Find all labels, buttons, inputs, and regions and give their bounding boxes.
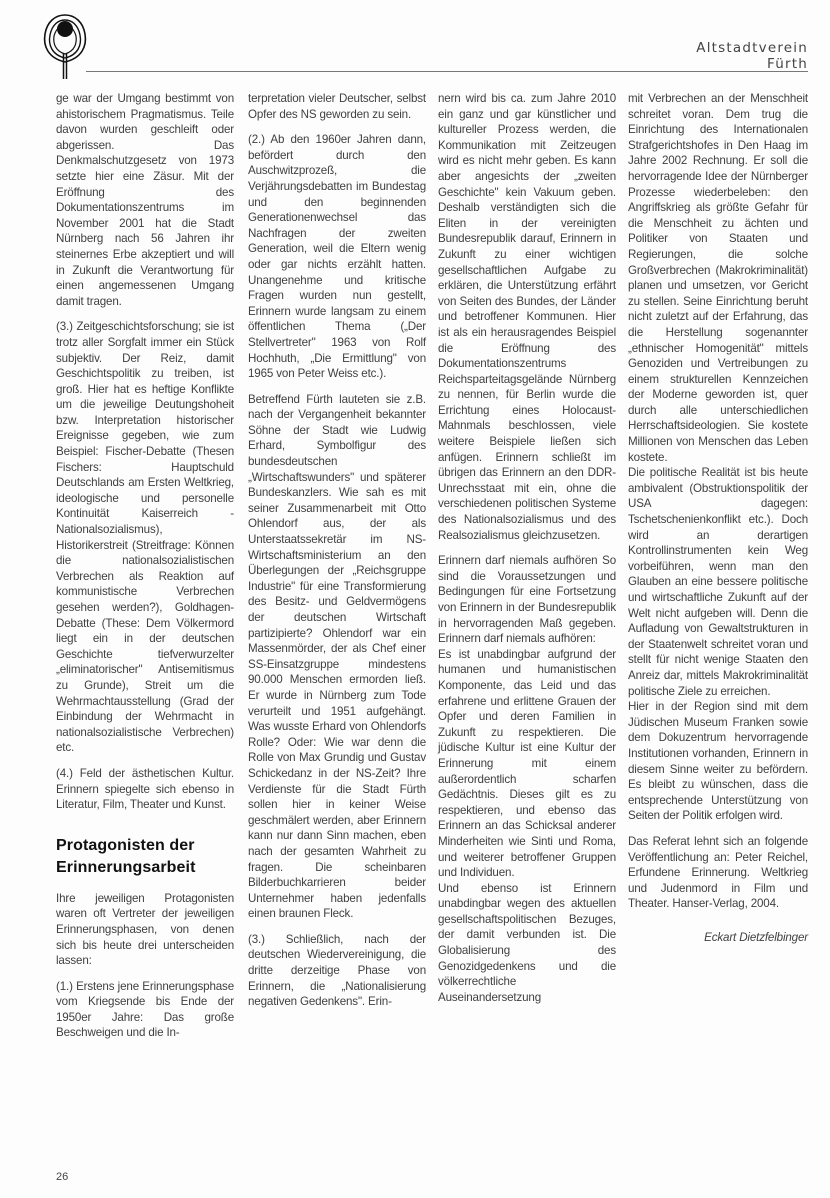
paragraph: (3.) Schließlich, nach der deutschen Wiedervereinigung, die dritte derzeitige Phase von Erinnern, die „Nationalisierung negativen Gedenkens". Erin- (248, 932, 426, 1009)
paragraph: Und ebenso ist Erinnern unabdingbar wegen des aktuellen gesellschaftspolitischen Bezuges, der damit verbunden ist. Die Globalisierung des Genozidgedenkens und die völkerrechtliche Auseinandersetzung (438, 881, 616, 1004)
publisher-brand (696, 40, 808, 72)
text-column-4 (628, 91, 808, 945)
author-signature: Eckart Dietzfelbinger (704, 930, 808, 944)
brand-line-2: Fürth (767, 56, 808, 72)
paragraph: (4.) Feld der ästhetischen Kultur. Erinnern spiegelte sich ebenso in Literatur, Film, Theater und Kunst. (56, 766, 234, 812)
page-number: 26 (56, 1171, 69, 1183)
paragraph: Die politische Realität ist bis heute ambivalent (Obstruktionspolitik der USA dagegen: Tschetschenienkonflikt etc.). Doch wird an derartigen Kontrollinstrumenten kein Weg vorbeiführen, wenn man den Glauben an eine bessere politische und wirtschaftliche Zukunft auf der Welt nicht aufgeben will. Denn die Aufladung von Gewaltstrukturen in der Staatenwelt schreitet voran und stellt für nicht wenige Staaten den Anreiz dar, mittels Makrokriminalität politische Ziele zu erreichen. (628, 466, 808, 698)
text-column-2 (248, 91, 426, 1020)
paragraph: (3.) Zeitgeschichtsforschung; sie ist trotz aller Sorgfalt immer ein Stück subjektiv. Der Reiz, damit Geschichtspolitik zu treiben, ist groß. Hier hat es heftige Konflikte um die jeweilige Deutungshoheit bzw. Interpretation historischer Ereignisse gegeben, wie zum Beispiel: Fischer-Debatte (Thesen Fischers: Hauptschuld Deutschlands am Ersten Weltkrieg, ideologische und personelle Kontinuität Kaiserreich - Nationalsozialismus), Historikerstreit (Streitfrage: Können die nationalsozialistischen Verbrechen als Reaktion auf kommunistische Verbrechen gesehen werden?), Goldhagen-Debatte (These: Dem Völkermord liegt ein in der deutschen Geschichte tiefverwurzelter „eliminatorischer" Antisemitismus zu Grunde), Streit um die Wehrmachtausstellung (Grad der Einbindung der Wehrmacht in nationalsozialistische Verbrechen) etc. (56, 320, 234, 755)
paragraph: Betreffend Fürth lauteten sie z.B. nach der Vergangenheit bekannter Söhne der Stadt wie Ludwig Erhard, Symbolfigur des bundesdeutschen „Wirtschaftswunders" und späterer Bundeskanzlers. Wie sah es mit seiner Zusammenarbeit mit Otto Ohlendorf aus, der als Unterstaatssekretär im NS-Wirtschaftsministerium an den Überlegungen der „Reichsgruppe Industrie" für eine Transformierung des Besitz- und Geldvermögens der deutschen Wirtschaft partizipierte? Ohlendorf war ein Massenmörder, der als Chef einer SS-Einsatzgruppe mindestens 90.000 Menschen ermorden ließ. Er wurde in Nürnberg zum Tode verurteilt und 1951 aufgehängt. Was wusste Erhard von Ohlendorfs Rolle? Oder: Wie war denn die Rolle von Max Grundig und Gustav Schickedanz in der NS-Zeit? Ihre Verdienste für die Stadt Fürth sollen hier in keiner Weise geschmälert werden, aber Erinnern kann nur dann Sinn machen, eben nach der gesamten Wahrheit zu fragen. Die scheinbaren Bilderbuchkarrieren beider Unternehmer haben jedenfalls einen braunen Fleck. (248, 392, 426, 921)
text-column-3 (438, 91, 616, 1015)
paragraph: nern wird bis ca. zum Jahre 2010 ein ganz und gar künstlicher und kultureller Prozess werden, die Kommunikation mit Zeitzeugen wird es nicht mehr geben. Es kann aber angesichts der „zweiten Geschichte" kein Vakuum geben. Deshalb verständigten sich die Eliten in der vereinigten Bundesrepublik darauf, Erinnern in Zukunft zu einer wichtigen gesellschaftlichen Aufgabe zu erklären, die Unterstützung erfährt von Seiten des Bundes, der Länder und betroffener Kommunen. Hier ist als ein herausragendes Beispiel die Eröffnung des Dokumentationszentrums Reichsparteitagsgelände Nürnberg zu nennen, für Berlin wurde die Errichtung eines Holocaust-Mahnmals beschlossen, viele weitere Beispiele ließen sich anfügen. Erinnern schließt im übrigen das Erinnern an den DDR-Unrechsstaat mit ein, ohne die verschiedenen politischen Systeme des Nationalsozialismus und des Realsozialismus gleichzusetzen. (438, 92, 616, 542)
paragraph: mit Verbrechen an der Menschheit schreitet voran. Dem trug die Einrichtung des Internationalen Strafgerichtshofes in Den Haag im Jahre 2002 Rechnung. Er soll die hervorragende Idee der Nürnberger Prozesse wiederbeleben: den Angriffskrieg als größte Gefahr für die Menschheit zu ächten und Politiker von Staaten und Regierungen, die solche Großverbrechen (Makrokriminalität) planen und umsetzen, vor Gericht zu stellen. Seine Einrichtung beruht nicht zuletzt auf der Erfahrung, das die Herstellung sogenannter „ethnischer Homogenität" mittels Genoziden und Vertreibungen zu einem strukturellen Kennzeichen der Moderne geworden ist, quer durch alle unterschiedlichen Herrschaftsideologien. Sie kostete Millionen von Menschen das Leben kostete. (628, 92, 808, 464)
text-column-1 (56, 91, 234, 1051)
altstadtverein-logo-icon (40, 6, 90, 82)
paragraph: Ihre jeweiligen Protagonisten waren oft Vertreter der jeweiligen Erinnerungsphasen, von denen sich bis heute drei unterscheiden lassen: (56, 891, 234, 968)
paragraph: Das Referat lehnt sich an folgende Veröffentlichung an: Peter Reichel, Erfundene Erinnerung. Weltkrieg und Judenmord in Film und Theater. Hanser-Verlag, 2004. (628, 834, 808, 911)
paragraph: (2.) Ab den 1960er Jahren dann, befördert durch den Auschwitzprozeß, die Verjährungsdebatten im Bundestag und den beginnenden Generationenwechsel das Nachfragen der zweiten Generation, weil die Eltern wenig oder gar nichts erzählt hatten. Unangenehme und kritische Fragen wurden nun gestellt, Erinnern wurde langsam zu einem öffentlichen Thema („Der Stellvertreter" 1963 von Rolf Hochhuth, „Die Ermittlung" von 1965 von Peter Weiss etc.). (248, 133, 426, 381)
paragraph: ge war der Umgang bestimmt von ahistorischem Pragmatismus. Teile davon wurden geschleift oder abgerissen. Das Denkmalschutzgesetz von 1973 setzte hier eine Zäsur. Mit der Eröffnung des Dokumentationszentrums im November 2001 hat die Stadt Nürnberg nach 56 Jahren ihr steinernes Erbe akzeptiert und will in Zukunft die Verantwortung für einen angemessenen Umgang damit tragen. (56, 92, 234, 308)
paragraph: Hier in der Region sind mit dem Jüdischen Museum Franken sowie dem Dokuzentrum hervorragende Institutionen vorhanden, Erinnern in diesem Sinne weiter zu befördern. Es bleibt zu wünschen, dass die entsprechende Unterstützung von Seiten der Politik erfolgen wird. (628, 700, 808, 823)
paragraph: terpretation vieler Deutscher, selbst Opfer des NS geworden zu sein. (248, 92, 426, 121)
section-heading: Protagonisten der Erinnerungsarbeit (56, 836, 196, 876)
paragraph: (1.) Erstens jene Erinnerungsphase vom Kriegsende bis Ende der 1950er Jahre: Das große Beschweigen und die In- (56, 979, 234, 1040)
paragraph: Erinnern darf niemals aufhören So sind die Voraussetzungen und Bedingungen für eine Fortsetzung von Erinnern in der Bundesrepublik in hervorragenden Maß gegeben. Erinnern darf niemals aufhören: (438, 554, 616, 646)
paragraph: Es ist unabdingbar aufgrund der humanen und humanistischen Komponente, das Leid und das erfahrene und erlittene Grauen der Opfer und deren Familien in Zukunft zu respektieren. Die jüdische Kultur ist eine Kultur der Erinnerung mit einem außerordentlich scharfen Gedächtnis. Dieses gilt es zu respektieren, und ebenso das Erinnern an das Schicksal anderer Minderheiten wie Sinti und Roma, und weiterer betroffener Gruppen und Individuen. (438, 647, 616, 880)
brand-line-1: Altstadtverein (696, 40, 808, 56)
